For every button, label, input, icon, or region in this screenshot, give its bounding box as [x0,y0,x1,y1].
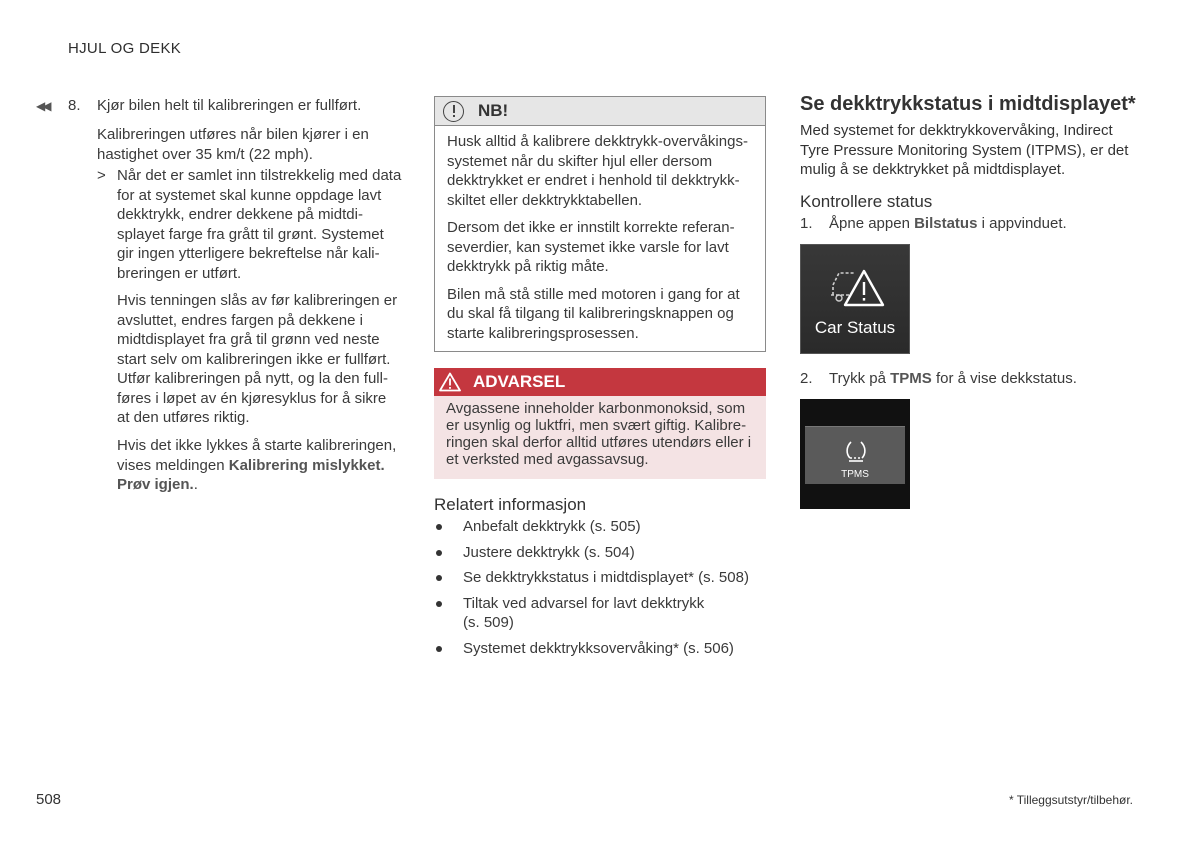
related-link[interactable]: Justere dekktrykk (s. 504) [434,543,764,563]
result-marker: > [97,167,106,184]
note-paragraph: Husk alltid å kalibrere dekktrykk-overvåkingssystemet når du skifter hjul eller dersom dekktrykket er endret i henhold til dekktrykkskiltet eller dekktrykktabellen. [447,133,748,209]
app-name: Bilstatus [914,215,978,232]
footnote: * Tilleggsutstyr/tilbehør. [1008,793,1133,807]
speed-paragraph: Kalibreringen utføres når bilen kjører i en hastighet over 35 km/t (22 mph). [97,126,369,163]
warning-text: Avgassene inneholder karbonmonoksid, som er usynlig og luktfri, men svært giftig. Kalibreringen skal derfor alltid utføres utendørs eller i et verksted med avgassavsug. [446,400,752,468]
previous-page-icon[interactable]: ◀◀ [36,99,49,113]
note-box [434,96,766,352]
related-list [434,517,764,664]
car-status-app-tile[interactable] [800,244,910,354]
car-status-label: Car Status [814,318,896,337]
info-icon [443,101,464,122]
note-paragraph: Dersom det ikke er innstilt korrekte referanseverdier, kan systemet ikke varsle for lavt dekktrykk på riktig måte. [447,219,735,275]
warning-box [434,368,766,479]
result-paragraph: Når det er samlet inn tilstrekkelig med data for at systemet skal kunne oppdage lavt dekktrykk, endrer dekkene på midtdisplayet farge fra grått til grønt. Systemet gir ingen ytterligere bekreftelse når kalibreringen er utført. [117,167,402,282]
step-text: Kjør bilen helt til kalibreringen er fullført. [97,97,362,114]
related-heading: Relatert informasjon [434,495,587,514]
related-link[interactable]: Anbefalt dekktrykk (s. 505) [434,517,764,537]
note-body [435,126,765,343]
related-link[interactable]: Se dekktrykkstatus i midtdisplayet* (s. 508) [434,568,764,588]
note-paragraph: Bilen må stå stille med motoren i gang for at du skal få tilgang til kalibreringsknappen og starte kalibreringsprosessen. [447,285,740,342]
warning-triangle-icon [439,372,461,392]
chapter-header: HJUL OG DEKK [68,40,182,57]
step-open-app: 1. Åpne appen Bilstatus i appvinduet. [800,215,1067,232]
error-message: Kalibrering mislykket. Prøv igjen. [117,456,385,493]
tpms-label: TPMS [841,469,869,480]
step-number: 8. [68,97,81,114]
page-number: 508 [36,791,62,808]
car-warning-icon [827,265,887,311]
tpms-screen-tile [800,399,910,509]
warning-header [434,368,766,396]
ignition-paragraph: Hvis tenningen slås av før kalibreringen er avsluttet, endres fargen på dekkene i midtdisplayet fra grå til grønn ved neste start selv om kalibreringen ikke er fullført. Utfør kalibreringen på nytt, og la den fullføres i løpet av én kjøresyklus for å sikre at den utføres riktig. [117,292,398,426]
tpms-button-name: TPMS [890,370,932,387]
step-tap-tpms: 2. Trykk på TPMS for å vise dekkstatus. [800,370,1077,387]
subsection-title: Kontrollere status [800,192,933,211]
related-link[interactable]: Tiltak ved advarsel for lavt dekktrykk (s. 509) [434,594,713,633]
section-title: Se dekktrykkstatus i midtdisplayet* [800,93,1136,115]
failure-paragraph: Hvis det ikke lykkes å starte kalibreringen, vises meldingen Kalibrering mislykket. Prøv igjen.. [117,437,397,493]
section-intro: Med systemet for dekktrykkovervåking, Indirect Tyre Pressure Monitoring System (ITPMS), er det mulig å se dekktrykket på midtdisplayet. [800,122,1129,178]
tire-pressure-icon [844,440,868,462]
note-title: NB! [478,101,509,120]
tpms-button[interactable] [805,426,905,484]
note-header [435,97,765,126]
related-link[interactable]: Systemet dekktrykksovervåking* (s. 506) [434,639,764,659]
warning-title: ADVARSEL [473,372,566,391]
